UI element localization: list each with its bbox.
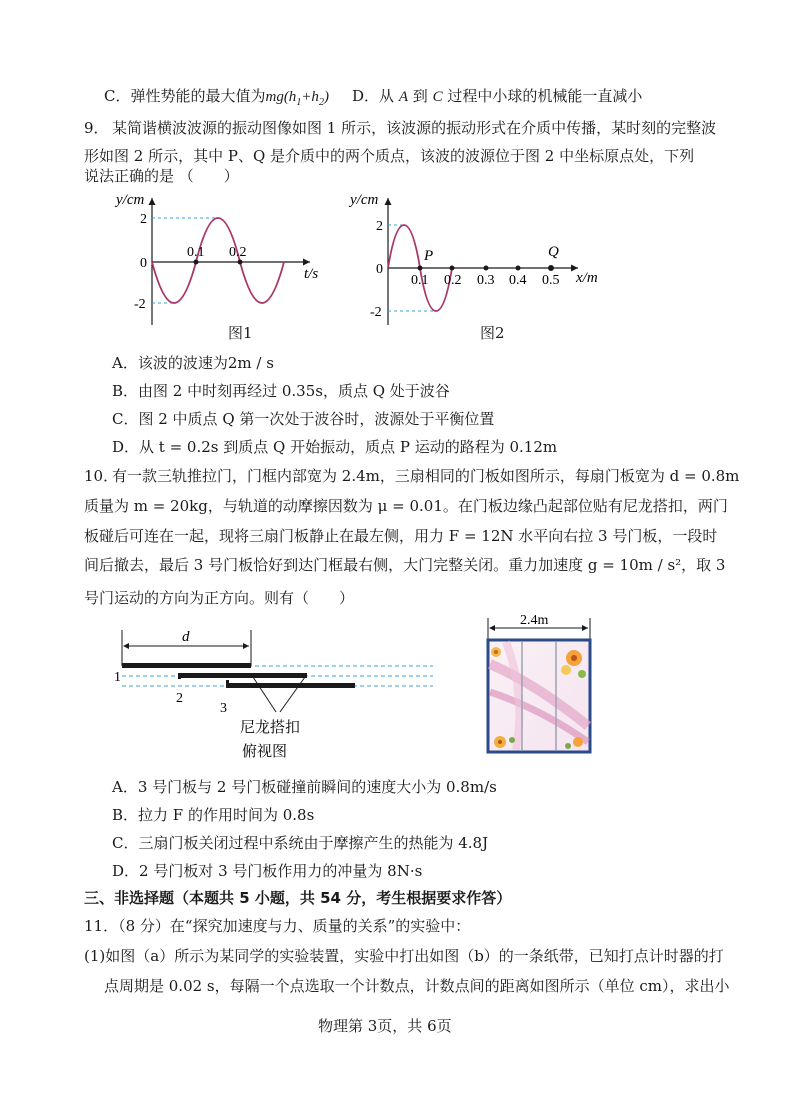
q10-label-2: 2 (176, 691, 183, 706)
q8-option-c-text: C．弹性势能的最大值为 (104, 87, 266, 105)
q8-option-d-a: A (398, 89, 408, 105)
q10-width-label: 2.4m (520, 614, 549, 628)
q11-line2: (1)如图（a）所示为某同学的实验装置，实验中打出如图（b）的一条纸带，已知打点计时器的打 (84, 947, 724, 965)
q9-number: 9． (84, 119, 109, 137)
q9-figure-1 (110, 190, 330, 330)
q8-close: ) (323, 89, 329, 105)
q10-option-b: B．拉力 F 的作用时间为 0.8s (112, 806, 315, 824)
fig2-tick-x-0.2: 0.2 (444, 273, 462, 288)
q10-line3: 板碰后可连在一起，现将三扇门板静止在最左侧，用力 F = 12N 水平向右拉 3 号门板，一段时 (84, 527, 718, 545)
fig2-tick-y-0: 0 (376, 262, 383, 277)
q10-door-photo (486, 614, 592, 754)
q8-option-d-pre: D．从 (352, 87, 395, 105)
fig1-tick-y-2: 2 (140, 212, 147, 227)
q10-d-label: d (182, 629, 190, 645)
q11-line1: 11．（8 分）在“探究加速度与力、质量的关系”的实验中： (84, 917, 471, 935)
q8-option-d-post: 过程中小球的机械能一直减小 (447, 87, 643, 105)
q10-view-label: 俯视图 (242, 744, 288, 760)
q10-label-3: 3 (220, 701, 227, 716)
fig1-ylabel: y/cm (116, 192, 145, 208)
q10-line1: 有一款三轨推拉门，门框内部宽为 2.4m，三扇相同的门板如图所示，每扇门板宽为 d = 0.8m (112, 467, 740, 485)
q10-label-1: 1 (114, 670, 121, 685)
fig2-point-p: P (424, 248, 434, 264)
q8-option-d (352, 86, 642, 107)
fig1-tick-y-0: 0 (140, 256, 147, 271)
q10-line2: 质量为 m = 20kg，与轨道的动摩擦因数为 μ = 0.01。在门板边缘凸起部位贴有尼龙搭扣，两门 (84, 497, 728, 515)
q10-line5: 号门运动的方向为正方向。则有（ ） (84, 589, 355, 607)
page-footer: 物理第 3页，共 6页 (318, 1017, 452, 1035)
q8-plus: +h (301, 89, 319, 105)
q9-option-a: A．该波的波速为2m / s (112, 354, 274, 372)
fig2-ylabel: y/cm (350, 192, 379, 208)
q10-option-c: C．三扇门板关闭过程中系统由于摩擦产生的热能为 4.8J (112, 834, 489, 852)
q11-line3: 点周期是 0.02 s，每隔一个点选取一个计数点，计数点间的距离如图所示（单位 cm），求出小 (104, 977, 730, 995)
fig2-tick-x-0.4: 0.4 (509, 273, 527, 288)
q9-line3: 说法正确的是 （ ） (84, 167, 239, 185)
fig2-point-q: Q (548, 244, 559, 260)
q8-option-c-math: mg(h (265, 89, 297, 105)
fig2-tick-x-0.1: 0.1 (411, 273, 429, 288)
fig2-xlabel: x/m (576, 270, 598, 286)
q9-option-c: C．图 2 中质点 Q 第一次处于波谷时，波源处于平衡位置 (112, 410, 495, 428)
fig1-xlabel: t/s (304, 266, 319, 282)
q10-option-a: A．3 号门板与 2 号门板碰撞前瞬间的速度大小为 0.8m/s (112, 778, 497, 796)
fig1-tick-x-0.1: 0.1 (187, 245, 205, 260)
q9-option-b: B．由图 2 中时刻再经过 0.35s，质点 Q 处于波谷 (112, 382, 450, 400)
fig1-tick-x-0.2: 0.2 (229, 245, 247, 260)
q8-sub1: 1 (296, 97, 302, 108)
q8-sub2: 2 (318, 97, 324, 108)
q9-line1: 某简谐横波波源的振动图像如图 1 所示，该波源的振动形式在介质中传播，某时刻的完整波 (112, 119, 717, 137)
q9-option-d: D．从 t = 0.2s 到质点 Q 开始振动，质点 P 运动的路程为 0.12m (112, 438, 558, 456)
fig1-tick-y-neg2: -2 (134, 297, 146, 312)
q10-velcro-label: 尼龙搭扣 (240, 720, 301, 736)
section3-heading: 三、非选择题（本题共 5 小题，共 54 分，考生根据要求作答） (84, 889, 512, 907)
q8-option-d-c: C (432, 89, 443, 105)
fig1-caption: 图1 (228, 324, 253, 342)
fig2-tick-x-0.5: 0.5 (542, 273, 560, 288)
q10-line4: 间后撤去，最后 3 号门板恰好到达门框最右侧，大门完整关闭。重力加速度 g = 10m / s²，取 3 (84, 556, 726, 574)
fig2-tick-x-0.3: 0.3 (477, 273, 495, 288)
fig2-caption: 图2 (480, 324, 505, 342)
q8-option-c (104, 86, 329, 113)
q8-option-d-mid: 到 (412, 87, 428, 105)
q9-figure-2 (346, 190, 616, 330)
q10-number: 10． (84, 467, 119, 485)
q10-topview-figure (108, 624, 438, 764)
fig2-tick-y-2: 2 (376, 219, 383, 234)
q10-option-d: D．2 号门板对 3 号门板作用力的冲量为 8N·s (112, 862, 423, 880)
fig2-tick-y-neg2: -2 (370, 305, 382, 320)
q9-line2: 形如图 2 所示，其中 P、Q 是介质中的两个质点，该波的波源位于图 2 中坐标原点处，下列 (84, 147, 695, 165)
